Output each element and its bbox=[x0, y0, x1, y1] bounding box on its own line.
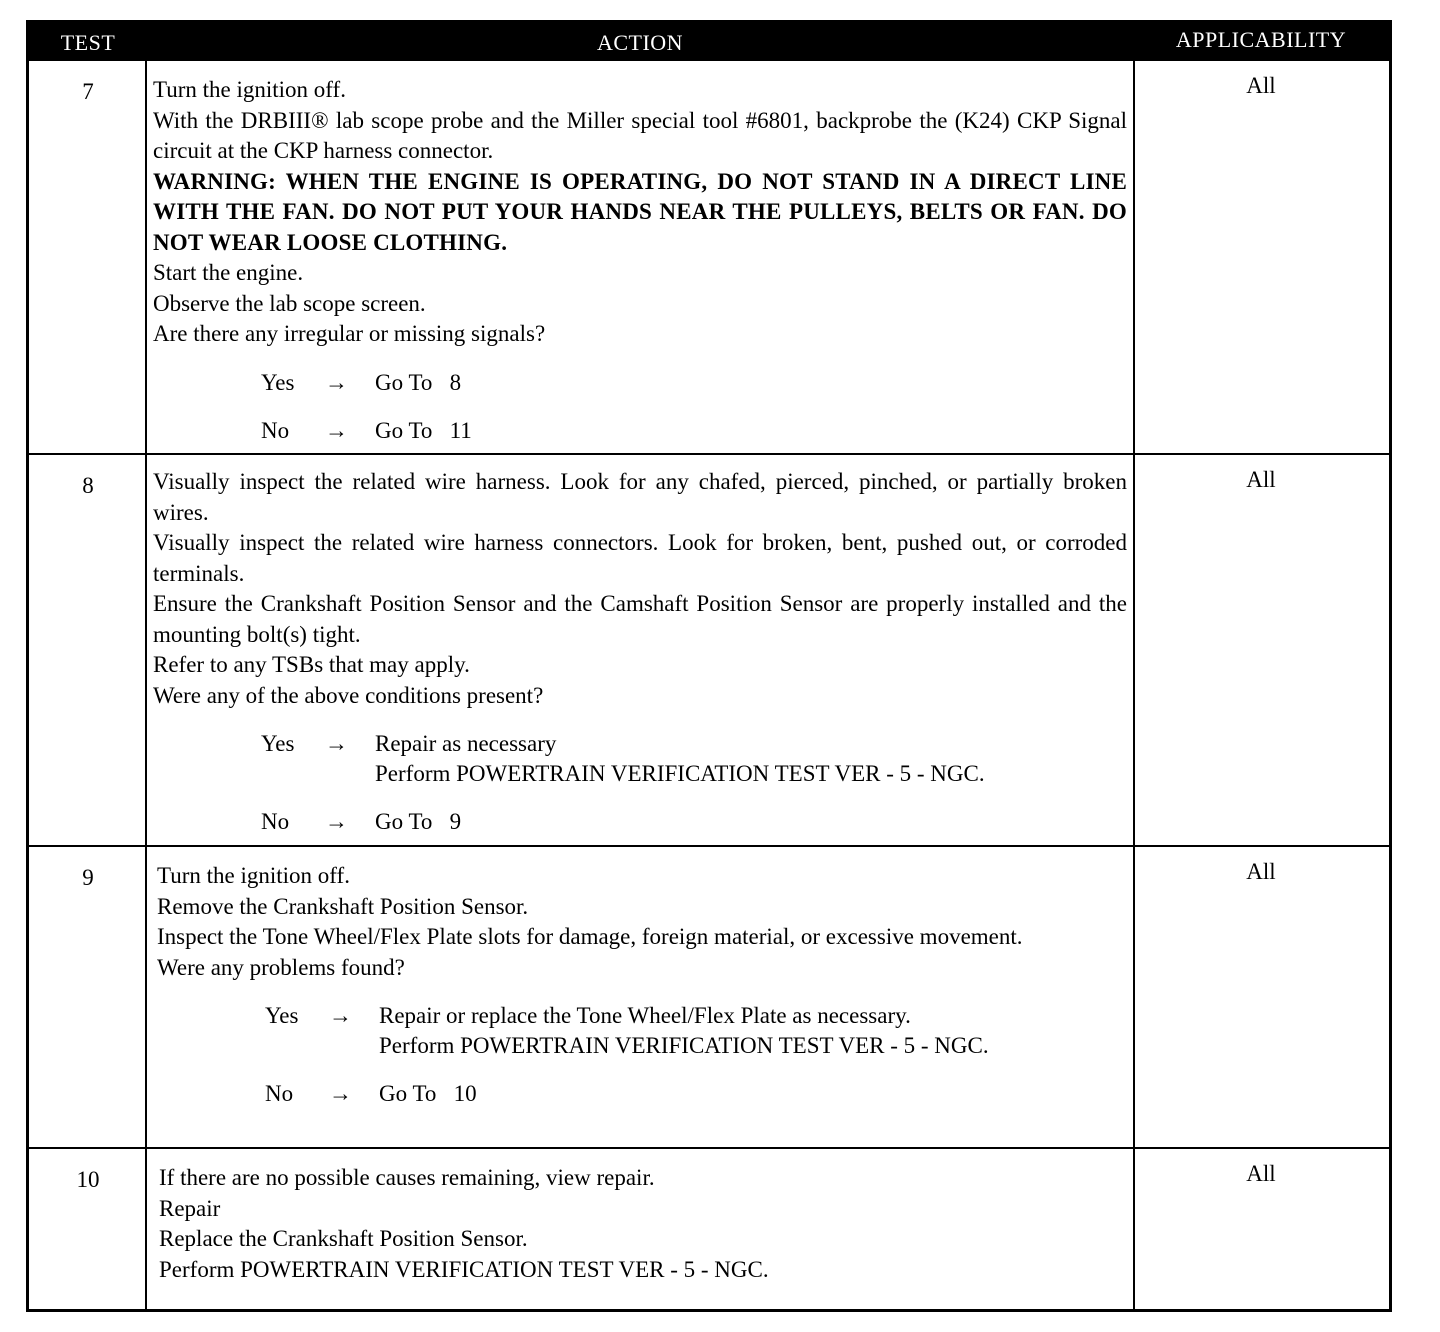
header-action: ACTION bbox=[596, 30, 684, 55]
arrow-icon: → bbox=[329, 1081, 352, 1106]
response-text: Go To 11 bbox=[375, 417, 472, 443]
response-yes bbox=[153, 729, 1127, 789]
action-line: Observe the lab scope screen. bbox=[153, 290, 426, 316]
action-line: Start the engine. bbox=[153, 260, 304, 285]
action-line: Were any of the above conditions present? bbox=[153, 682, 544, 708]
table-row-test-8 bbox=[29, 453, 1389, 845]
response-text: Perform POWERTRAIN VERIFICATION TEST VER - 5 - NGC. bbox=[379, 1033, 989, 1058]
action-line: Turn the ignition off. bbox=[153, 77, 346, 102]
repair-step: Perform POWERTRAIN VERIFICATION TEST VER - 5 - NGC. bbox=[159, 1256, 769, 1282]
response-text: Repair as necessary bbox=[375, 731, 557, 756]
arrow-icon: → bbox=[325, 417, 348, 443]
test-number: 9 bbox=[82, 865, 94, 890]
applicability-value: All bbox=[1246, 467, 1276, 492]
table-header bbox=[29, 23, 1389, 61]
applicability-value: All bbox=[1246, 73, 1276, 98]
action-cell bbox=[157, 861, 1131, 1109]
response-label: No bbox=[265, 1081, 294, 1106]
diagnostic-test-table bbox=[26, 20, 1392, 1312]
action-line: Refer to any TSBs that may apply. bbox=[153, 652, 470, 677]
test-number: 10 bbox=[76, 1167, 100, 1192]
action-line: If there are no possible causes remaining, view repair. bbox=[159, 1165, 655, 1190]
repair-label: Repair bbox=[159, 1195, 221, 1221]
action-line: Ensure the Crankshaft Position Sensor and the Camshaft Position Sensor are properly installed and the mounting bolt(s) tight. bbox=[153, 591, 1127, 647]
repair-step: Replace the Crankshaft Position Sensor. bbox=[159, 1226, 528, 1251]
action-line: Were any problems found? bbox=[157, 954, 405, 980]
table-row-test-7 bbox=[29, 61, 1389, 453]
response-text: Go To 10 bbox=[379, 1081, 477, 1106]
action-line: With the DRBIII® lab scope probe and the Miller special tool #6801, backprobe the (K24) CKP Signal circuit at the CKP harness connector. bbox=[153, 107, 1127, 163]
header-applicability: APPLICABILITY bbox=[1175, 27, 1347, 52]
response-no bbox=[153, 807, 1127, 837]
warning-text: WARNING: WHEN THE ENGINE IS OPERATING, DO NOT STAND IN A DIRECT LINE WITH THE FAN. DO NOT PUT YOUR HANDS NEAR THE PULLEYS, BELTS OR FAN. DO NOT WEAR LOOSE CLOTHING. bbox=[153, 168, 1127, 255]
action-line: Visually inspect the related wire harness connectors. Look for broken, bent, pushed out, or corroded terminals. bbox=[153, 530, 1127, 586]
response-label: Yes bbox=[261, 731, 295, 756]
action-cell bbox=[153, 75, 1127, 446]
table-row-test-9 bbox=[29, 845, 1389, 1147]
test-number: 8 bbox=[82, 473, 94, 498]
action-line: Turn the ignition off. bbox=[157, 863, 350, 888]
header-test: TEST bbox=[60, 30, 116, 55]
action-cell bbox=[153, 467, 1127, 837]
applicability-value: All bbox=[1246, 1161, 1276, 1186]
response-label: No bbox=[261, 809, 290, 834]
arrow-icon: → bbox=[325, 731, 348, 756]
arrow-icon: → bbox=[329, 1003, 352, 1028]
action-cell bbox=[159, 1163, 1133, 1285]
response-no bbox=[157, 1079, 1131, 1109]
action-line: Remove the Crankshaft Position Sensor. bbox=[157, 893, 529, 919]
response-text: Go To 8 bbox=[375, 369, 462, 395]
response-label: Yes bbox=[265, 1003, 299, 1028]
arrow-icon: → bbox=[325, 369, 348, 395]
table-row-test-10 bbox=[29, 1147, 1389, 1309]
arrow-icon: → bbox=[325, 809, 348, 834]
action-line: Are there any irregular or missing signals? bbox=[153, 321, 546, 346]
response-text: Perform POWERTRAIN VERIFICATION TEST VER - 5 - NGC. bbox=[375, 761, 985, 786]
response-yes bbox=[157, 1001, 1131, 1061]
response-label: Yes bbox=[261, 369, 295, 395]
response-yes bbox=[153, 368, 1127, 398]
response-text: Repair or replace the Tone Wheel/Flex Plate as necessary. bbox=[379, 1003, 911, 1028]
test-number: 7 bbox=[82, 79, 94, 104]
response-no bbox=[153, 416, 1127, 446]
applicability-value: All bbox=[1246, 859, 1276, 884]
response-label: No bbox=[261, 417, 290, 443]
action-line: Inspect the Tone Wheel/Flex Plate slots for damage, foreign material, or excessive movement. bbox=[157, 924, 1023, 949]
response-text: Go To 9 bbox=[375, 809, 462, 834]
action-line: Visually inspect the related wire harness. Look for any chafed, pierced, pinched, or partially broken wires. bbox=[153, 469, 1127, 525]
